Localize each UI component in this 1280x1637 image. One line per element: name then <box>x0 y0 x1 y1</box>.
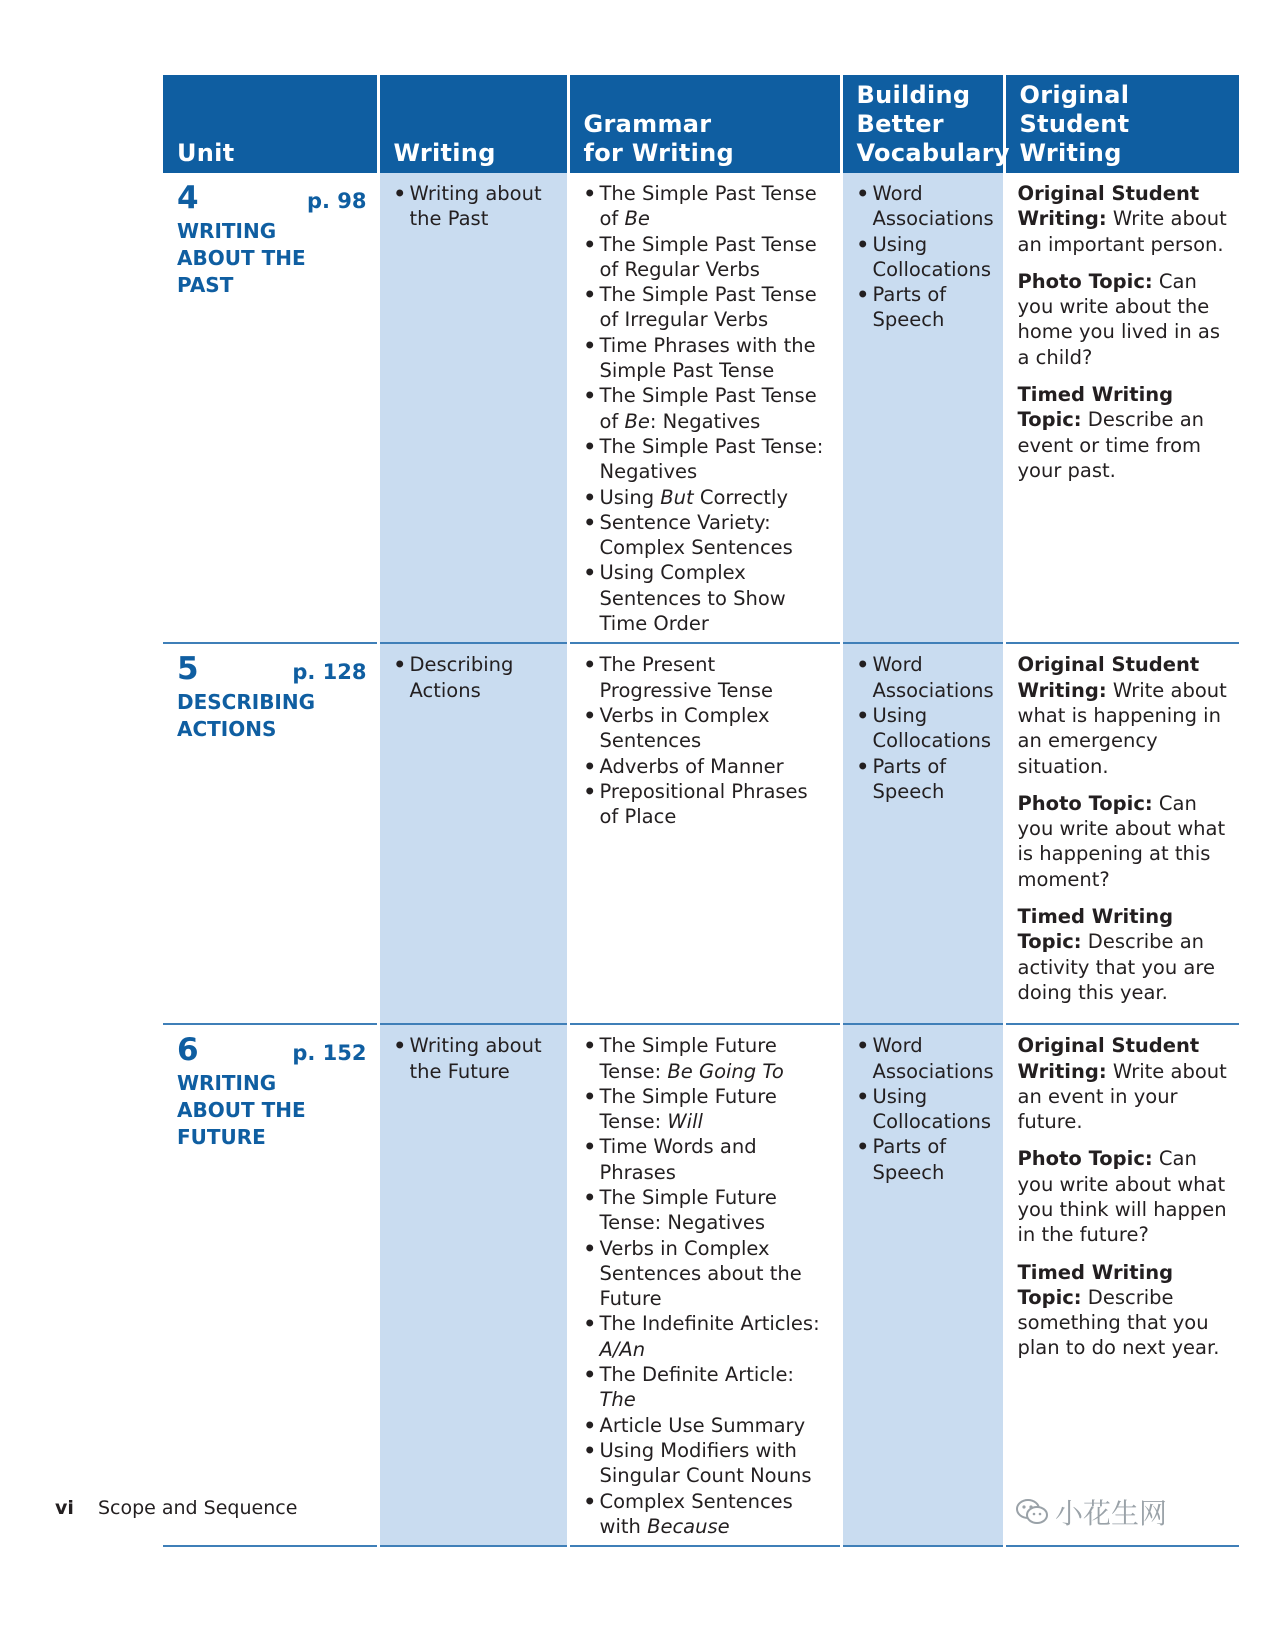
writing-list <box>392 181 559 232</box>
original-writing-cell <box>1004 1024 1239 1546</box>
unit-page-ref: p. 152 <box>292 1041 367 1066</box>
grammar-item <box>582 383 832 434</box>
table-row <box>163 643 1239 1024</box>
topic-text: Can you write about what is happening at this moment? <box>1017 791 1226 891</box>
vocabulary-item: • Word Associations <box>855 652 995 703</box>
grammar-italic-term: Be <box>624 207 650 231</box>
grammar-text: Sentence Variety: Complex Sentences <box>599 510 793 560</box>
topic-block <box>1018 382 1232 483</box>
vocabulary-item: • Using Collocations <box>855 1084 995 1135</box>
grammar-item <box>582 181 832 232</box>
topic-block <box>1018 1146 1232 1247</box>
scope-sequence-table <box>163 75 1239 1547</box>
vocabulary-item: • Parts of Speech <box>855 282 995 333</box>
topic-text: Write about an event in your future. <box>1017 1059 1227 1134</box>
grammar-text: The Indefinite Articles: <box>599 1312 820 1336</box>
grammar-text: The Simple Past Tense of <box>599 182 817 231</box>
grammar-item <box>582 1134 832 1185</box>
topic-block <box>1018 1260 1232 1361</box>
topic-text: Can you write about what you think will happen in the future? <box>1017 1147 1227 1247</box>
topic-block <box>1018 1033 1232 1134</box>
grammar-text: Correctly <box>693 485 789 509</box>
vocabulary-item: • Word Associations <box>855 1033 995 1084</box>
watermark-text: 小花生网 <box>1055 1497 1168 1530</box>
grammar-text: Verbs in Complex Sentences <box>599 703 770 753</box>
vocabulary-cell <box>841 1024 1004 1546</box>
grammar-italic-term: Be Going To <box>667 1059 784 1083</box>
grammar-cell <box>568 1024 841 1546</box>
grammar-item <box>582 434 832 485</box>
grammar-item <box>582 1413 832 1438</box>
unit-cell <box>163 173 378 643</box>
topic-label: Photo Topic: <box>1017 269 1153 293</box>
header-grammar: Grammar for Writing <box>568 75 841 173</box>
topic-block <box>1018 181 1232 257</box>
topic-block <box>1018 904 1232 1005</box>
topic-label: Original Student Writing: <box>1017 182 1200 231</box>
topic-text: Write about an important person. <box>1017 207 1227 256</box>
unit-header <box>177 1033 369 1067</box>
grammar-cell <box>568 643 841 1024</box>
grammar-item <box>582 560 832 636</box>
vocabulary-item: • Word Associations <box>855 181 995 232</box>
grammar-item <box>582 1033 832 1084</box>
grammar-text: Article Use Summary <box>599 1413 806 1437</box>
grammar-text: Verbs in Complex Sentences about the Future <box>599 1236 802 1311</box>
grammar-text: The Simple Past Tense of Irregular Verbs <box>599 283 817 332</box>
unit-header <box>177 652 369 686</box>
unit-page-ref: p. 128 <box>292 660 367 685</box>
topic-block <box>1018 791 1232 892</box>
vocabulary-item: • Parts of Speech <box>855 1134 995 1185</box>
grammar-italic-term: Be <box>624 409 650 433</box>
grammar-item <box>582 652 832 703</box>
topic-label: Original Student Writing: <box>1017 1034 1200 1083</box>
grammar-text: The Simple Future Tense: Negatives <box>599 1185 777 1235</box>
unit-cell <box>163 1024 378 1546</box>
grammar-text: The Definite Article: <box>599 1363 795 1387</box>
grammar-item <box>582 1084 832 1135</box>
grammar-item <box>582 703 832 754</box>
grammar-text: The Simple Past Tense: Negatives <box>599 434 824 484</box>
grammar-item <box>582 232 832 283</box>
table-body <box>163 173 1239 1546</box>
page-footer <box>55 1497 297 1519</box>
table-row <box>163 173 1239 643</box>
header-row <box>163 75 1239 173</box>
writing-cell <box>378 643 568 1024</box>
grammar-text: The Simple Future Tense: <box>599 1084 777 1134</box>
grammar-item <box>582 1362 832 1413</box>
grammar-item <box>582 1438 832 1489</box>
grammar-item <box>582 754 832 779</box>
unit-number: 4 <box>177 180 199 216</box>
grammar-italic-term: The <box>599 1388 636 1412</box>
topic-text: Describe an event or time from your past. <box>1017 408 1205 482</box>
section-title: Scope and Sequence <box>97 1497 298 1519</box>
writing-item: • Describing Actions <box>392 652 559 703</box>
vocabulary-list <box>855 1033 995 1185</box>
topic-label: Photo Topic: <box>1017 791 1153 815</box>
grammar-text: Time Phrases with the Simple Past Tense <box>599 333 816 383</box>
grammar-item <box>582 485 832 510</box>
grammar-item <box>582 1311 832 1362</box>
grammar-italic-term: Will <box>667 1110 703 1134</box>
grammar-text: Complex Sentences with <box>599 1489 793 1538</box>
topic-text: Can you write about the home you lived in as a child? <box>1017 269 1221 369</box>
page-number: vi <box>55 1497 74 1519</box>
grammar-text: Using Complex Sentences to Show Time Order <box>599 561 786 636</box>
grammar-text: Using Modifiers with Singular Count Nouns <box>599 1438 812 1488</box>
grammar-item <box>582 1236 832 1312</box>
grammar-item <box>582 1489 832 1540</box>
topic-text: Write about what is happening in an emergency situation. <box>1017 678 1227 778</box>
topic-label: Timed Writing Topic: <box>1017 383 1174 432</box>
vocabulary-cell <box>841 643 1004 1024</box>
writing-item: • Writing about the Future <box>392 1033 559 1084</box>
grammar-list <box>582 652 832 829</box>
writing-cell <box>378 1024 568 1546</box>
unit-title: DESCRIBING ACTIONS <box>177 690 316 742</box>
header-unit: Unit <box>163 75 378 173</box>
vocabulary-item: • Using Collocations <box>855 232 995 283</box>
unit-header <box>177 181 369 215</box>
unit-page-ref: p. 98 <box>306 189 367 213</box>
topic-block <box>1018 269 1232 370</box>
topic-text: Describe an activity that you are doing this year. <box>1017 930 1215 1004</box>
grammar-text: The Present Progressive Tense <box>599 653 773 702</box>
grammar-italic-term: Because <box>647 1514 730 1538</box>
header-writing: Writing <box>378 75 568 173</box>
grammar-item <box>582 282 832 333</box>
grammar-text: Time Words and Phrases <box>599 1135 757 1184</box>
watermark <box>1015 1492 1167 1532</box>
grammar-text: Adverbs of Manner <box>599 754 784 778</box>
grammar-text: The Simple Past Tense of Regular Verbs <box>599 232 817 281</box>
grammar-item <box>582 510 832 561</box>
header-original-writing: Original Student Writing <box>1004 75 1239 173</box>
writing-cell <box>378 173 568 643</box>
topic-text: Describe something that you plan to do next year. <box>1017 1285 1220 1360</box>
unit-number: 5 <box>177 651 199 688</box>
grammar-text: : Negatives <box>649 409 761 433</box>
unit-title: WRITING ABOUT THE FUTURE <box>177 1071 306 1150</box>
grammar-italic-term: A/An <box>599 1337 646 1361</box>
vocabulary-cell <box>841 173 1004 643</box>
topic-label: Timed Writing Topic: <box>1017 905 1174 954</box>
topic-label: Original Student Writing: <box>1017 653 1200 702</box>
topic-label: Timed Writing Topic: <box>1017 1260 1174 1309</box>
vocabulary-list <box>855 652 995 804</box>
unit-title: WRITING ABOUT THE PAST <box>177 219 306 297</box>
grammar-cell <box>568 173 841 643</box>
topic-block <box>1018 652 1232 778</box>
original-writing-cell <box>1004 643 1239 1024</box>
table-row <box>163 1024 1239 1546</box>
original-writing-cell <box>1004 173 1239 643</box>
unit-cell <box>163 643 378 1024</box>
grammar-item <box>582 779 832 830</box>
grammar-text: The Simple Past Tense of <box>599 384 817 433</box>
grammar-text: Prepositional Phrases of Place <box>599 779 808 829</box>
topic-label: Photo Topic: <box>1017 1147 1153 1171</box>
grammar-item <box>582 1185 832 1236</box>
vocabulary-item: • Parts of Speech <box>855 754 995 805</box>
writing-list <box>392 652 559 703</box>
unit-number: 6 <box>177 1032 199 1069</box>
writing-list <box>392 1033 559 1084</box>
wechat-icon <box>1015 1497 1049 1527</box>
vocabulary-list <box>855 181 995 333</box>
grammar-item <box>582 333 832 384</box>
grammar-italic-term: But <box>660 485 694 509</box>
grammar-list <box>582 181 832 636</box>
grammar-text: The Simple Future Tense: <box>599 1034 777 1083</box>
grammar-list <box>582 1033 832 1539</box>
header-vocabulary: Building Better Vocabulary <box>841 75 1004 173</box>
vocabulary-item: • Using Collocations <box>855 703 995 754</box>
writing-item: • Writing about the Past <box>392 181 559 232</box>
grammar-text: Using <box>599 485 661 509</box>
